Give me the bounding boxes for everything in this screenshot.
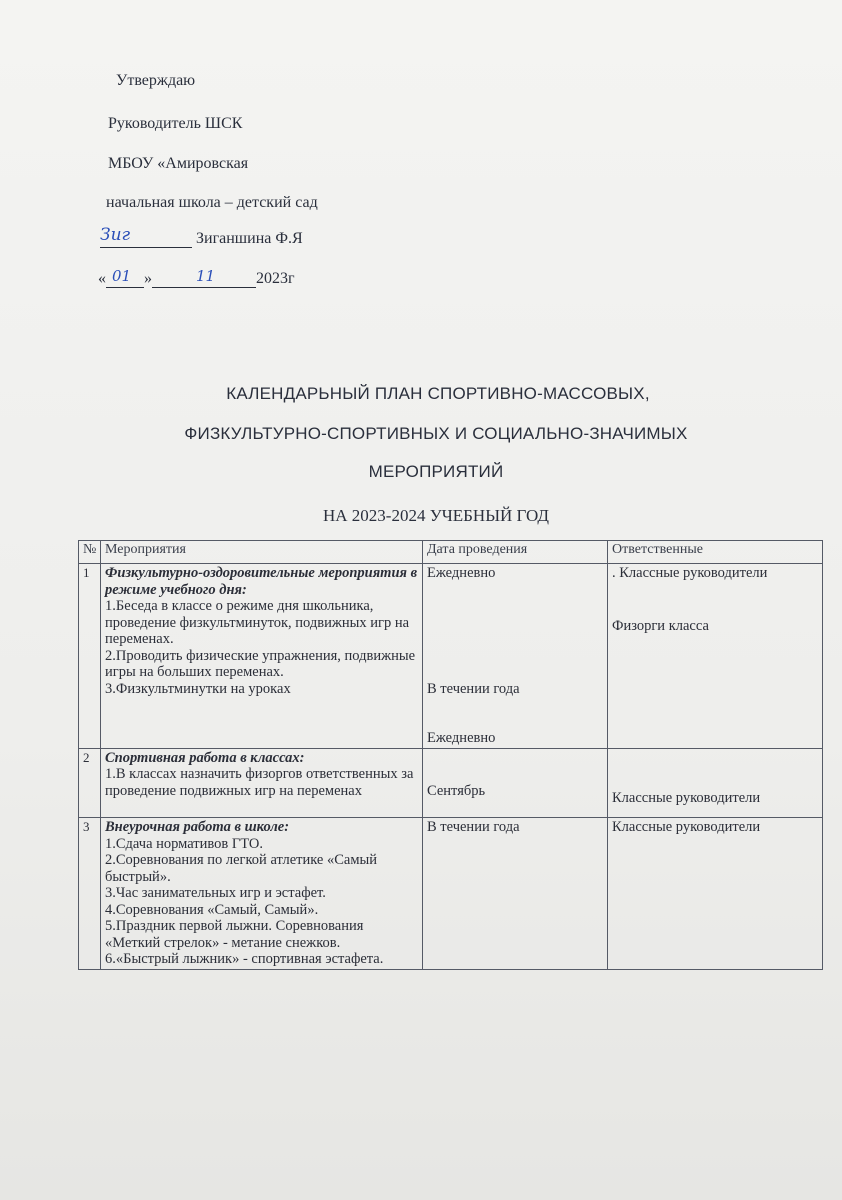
responsible-value: Классные руководители	[612, 789, 761, 806]
event-item: 1.В классах назначить физоргов ответственных за проведение подвижных игр на переменах	[105, 766, 414, 799]
date-year: 2023г	[256, 270, 295, 287]
title-line-2: ФИЗКУЛЬТУРНО-СПОРТИВНЫХ И СОЦИАЛЬНО-ЗНАЧИМЫХ	[184, 424, 688, 443]
date-cell	[423, 748, 608, 818]
responsible-cell	[608, 748, 823, 818]
approval-line-2: Руководитель ШСК	[108, 115, 243, 132]
handwritten-day: 01	[112, 267, 132, 285]
event-item: 2.Проводить физические упражнения, подвижные игры на больших переменах.	[105, 647, 416, 680]
header-date: Дата проведения	[423, 541, 608, 564]
responsible-cell	[608, 564, 823, 749]
event-item: 5.Праздник первой лыжни. Соревнования «Меткий стрелок» - метание снежков.	[105, 918, 364, 951]
signature-line	[100, 225, 303, 248]
event-item: 4.Соревнования «Самый, Самый».	[105, 901, 319, 918]
table-header-row	[79, 541, 823, 564]
responsible-cell	[608, 818, 823, 970]
event-item: 1.Беседа в классе о режиме дня школьника, проведение физкультминуток, подвижных игр на переменах.	[105, 598, 410, 647]
signature-underline	[100, 225, 192, 248]
table-row	[79, 818, 823, 970]
table-row	[79, 748, 823, 818]
date-value: Ежедневно	[427, 730, 496, 746]
date-value: В течении года	[427, 819, 520, 835]
responsible-value: Физорги класса	[612, 617, 709, 634]
events-cell	[101, 818, 423, 970]
approval-line-4: начальная школа – детский сад	[106, 194, 318, 211]
header-responsible: Ответственные	[608, 541, 823, 564]
event-item: 3.Физкультминутки на уроках	[105, 680, 291, 697]
events-cell	[101, 748, 423, 818]
signer-name: Зиганшина Ф.Я	[196, 230, 303, 247]
row-number: 3	[79, 818, 101, 970]
table-row	[79, 564, 823, 749]
event-item: 6.«Быстрый лыжник» - спортивная эстафета.	[105, 951, 384, 967]
handwritten-signature: Зиг	[100, 225, 131, 245]
events-table	[78, 540, 823, 970]
approval-line-1: Утверждаю	[116, 72, 196, 89]
section-title: Спортивная работа в классах:	[105, 749, 305, 766]
title-line-4: НА 2023-2024 УЧЕБНЫЙ ГОД	[322, 506, 549, 525]
handwritten-month: 11	[196, 267, 216, 285]
title-line-3: МЕРОПРИЯТИЙ	[368, 462, 504, 481]
date-line: « 01 » 11 2023г	[98, 267, 295, 287]
section-title: Физкультурно-оздоровительные мероприятия в режиме учебного дня:	[105, 565, 418, 598]
date-value: Сентябрь	[427, 782, 486, 799]
date-value: В течении года	[427, 680, 520, 697]
events-cell	[101, 564, 423, 749]
event-item: 1.Сдача нормативов ГТО.	[105, 835, 264, 852]
date-value: Ежедневно	[427, 565, 496, 581]
approval-line-3: МБОУ «Амировская	[108, 155, 249, 172]
section-title: Внеурочная работа в школе:	[105, 819, 290, 835]
date-cell	[423, 564, 608, 749]
responsible-value: . Классные руководители	[612, 565, 768, 581]
date-cell	[423, 818, 608, 970]
event-item: 2.Соревнования по легкой атлетике «Самый быстрый».	[105, 852, 378, 885]
header-events: Мероприятия	[101, 541, 423, 564]
header-num: №	[79, 541, 101, 564]
responsible-value: Классные руководители	[612, 819, 761, 835]
title-line-1: КАЛЕНДАРЬНЫЙ ПЛАН СПОРТИВНО-МАССОВЫХ,	[226, 384, 650, 403]
event-item: 3.Час занимательных игр и эстафет.	[105, 885, 326, 901]
row-number: 2	[79, 748, 101, 818]
row-number: 1	[79, 564, 101, 749]
